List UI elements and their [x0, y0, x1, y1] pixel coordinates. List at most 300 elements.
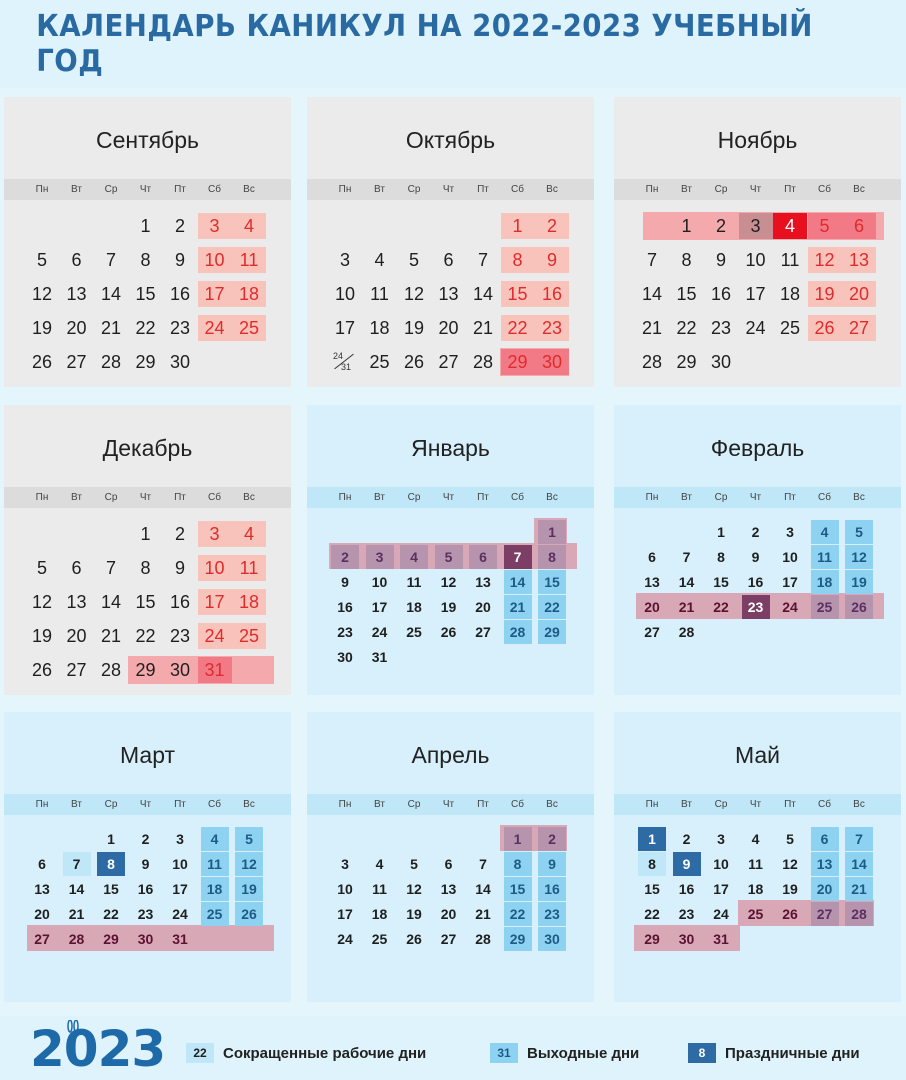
day-cell: 19	[845, 570, 873, 594]
day-cell: 3	[366, 545, 394, 569]
weekday-label: Чт	[139, 492, 152, 503]
day-cell: 6	[443, 250, 454, 270]
weekday-label: Пн	[35, 799, 49, 810]
day-cell: 4	[374, 250, 385, 270]
month-name: Май	[734, 742, 781, 768]
day-cell: 11	[748, 856, 763, 872]
weekday-label: Сб	[511, 492, 524, 503]
day-cell: 5	[435, 545, 463, 569]
day-cell: 31	[198, 657, 232, 683]
day-cell: 23	[678, 906, 695, 922]
day-cell: 24	[745, 318, 766, 338]
day-cell: 6	[38, 856, 46, 872]
weekday-label: Пт	[477, 799, 489, 810]
weekday-label: Вс	[853, 799, 865, 810]
day-cell: 7	[477, 250, 488, 270]
day-cell: 21	[678, 599, 695, 615]
weekday-label: Пт	[784, 799, 796, 810]
day-cell: 24	[198, 315, 232, 341]
month-name: Декабрь	[102, 435, 193, 461]
day-cell: 5	[410, 856, 418, 872]
day-cell: 18	[232, 281, 266, 307]
day-cell: 20	[440, 906, 457, 922]
weekday-label: Вт	[71, 799, 82, 810]
day-cell: 22	[538, 595, 566, 619]
day-cell: 2	[174, 524, 185, 544]
weekday-label: Ср	[407, 492, 421, 503]
day-cell: 25	[811, 595, 839, 619]
weekday-label: Ср	[407, 799, 421, 810]
day-cell: 26	[440, 624, 457, 640]
weekday-label: Ср	[714, 492, 728, 503]
combined-day-cell	[328, 349, 362, 375]
day-cell: 6	[444, 856, 453, 872]
day-cell: 9	[174, 558, 185, 578]
weekday-label: Ср	[714, 799, 728, 810]
day-cell: 24	[371, 624, 388, 640]
day-cell: 24	[782, 599, 798, 615]
day-cell: 18	[371, 906, 388, 922]
day-cell: 26	[782, 906, 798, 922]
weekday-label: Вс	[853, 184, 865, 195]
day-cell: 16	[169, 284, 191, 304]
day-cell: 17	[745, 284, 766, 304]
day-cell: 8	[504, 852, 532, 876]
day-cell: 12	[235, 852, 263, 876]
day-cell: 13	[644, 574, 660, 590]
day-cell: 14	[641, 284, 663, 304]
day-cell: 6	[842, 213, 876, 239]
day-cell: 20	[644, 599, 660, 615]
weekday-label: Пн	[645, 799, 659, 810]
day-cell: 18	[232, 589, 266, 615]
day-cell: 29	[644, 931, 660, 947]
day-cell: 30	[678, 931, 695, 947]
weekday-label: Вт	[681, 184, 692, 195]
weekday-label: Чт	[442, 184, 455, 195]
weekday-label: Сб	[818, 799, 831, 810]
day-cell: 7	[682, 549, 691, 565]
day-cell: 4	[811, 520, 839, 544]
month-name: Февраль	[710, 435, 805, 461]
day-cell: 10	[337, 881, 353, 897]
day-cell: 28	[641, 352, 663, 372]
day-cell: 26	[31, 660, 53, 680]
day-cell: 13	[66, 592, 87, 612]
weekday-label: Вс	[546, 492, 558, 503]
weekday-label: Пн	[645, 184, 659, 195]
day-cell: 3	[339, 250, 350, 270]
legend-label: Праздничные дни	[725, 1044, 860, 1062]
day-cell: 2	[538, 827, 566, 851]
day-cell: 31	[172, 931, 188, 947]
day-cell: 12	[782, 856, 798, 872]
day-cell: 12	[808, 247, 842, 273]
day-cell: 9	[673, 852, 701, 876]
weekday-label: Чт	[442, 799, 455, 810]
day-cell: 1	[717, 524, 725, 540]
month-name: Октябрь	[405, 127, 496, 153]
day-cell: 16	[538, 877, 566, 901]
day-cell: 26	[31, 352, 53, 372]
day-cell: 26	[808, 315, 842, 341]
day-cell: 20	[475, 599, 491, 615]
day-cell: 22	[504, 902, 532, 926]
weekday-label: Пн	[35, 492, 49, 503]
day-cell: 10	[198, 555, 232, 581]
day-cell: 1	[681, 216, 692, 236]
day-cell: 16	[678, 881, 695, 897]
weekday-label: Чт	[749, 184, 762, 195]
day-cell: 19	[235, 877, 263, 901]
weekday-label: Ср	[104, 492, 118, 503]
day-cell: 24	[198, 623, 232, 649]
weekday-label: Вт	[374, 799, 385, 810]
weekday-label: Пт	[174, 184, 186, 195]
day-cell: 9	[715, 250, 726, 270]
day-cell: 21	[475, 906, 491, 922]
weekday-label: Ср	[714, 184, 728, 195]
day-cell: 27	[66, 352, 87, 372]
weekday-label: Ср	[104, 799, 118, 810]
legend-holidays	[688, 1042, 860, 1064]
day-cell: 21	[472, 318, 494, 338]
day-cell: 5	[808, 213, 842, 239]
day-cell: 25	[779, 318, 801, 338]
day-cell: 14	[475, 881, 491, 897]
day-cell: 12	[440, 574, 457, 590]
month-panel	[614, 97, 901, 387]
weekday-label: Вс	[853, 492, 865, 503]
day-cell: 17	[337, 906, 353, 922]
day-cell: 21	[100, 318, 122, 338]
weekday-label: Сб	[511, 799, 524, 810]
day-cell: 29	[501, 349, 535, 375]
weekday-label: Чт	[749, 799, 762, 810]
day-cell: 14	[472, 284, 494, 304]
day-cell: 9	[174, 250, 185, 270]
day-cell: 4	[751, 831, 760, 847]
day-cell: 6	[469, 545, 497, 569]
day-cell: 14	[100, 592, 122, 612]
day-cell: 28	[100, 352, 122, 372]
weekday-label: Сб	[208, 184, 221, 195]
weekday-label: Вт	[71, 492, 82, 503]
weekday-header	[4, 794, 291, 815]
day-cell: 7	[479, 856, 487, 872]
day-cell: 29	[538, 620, 566, 644]
day-cell: 1	[638, 827, 666, 851]
day-cell: 29	[135, 352, 156, 372]
day-cell: 17	[198, 281, 232, 307]
day-cell: 4	[375, 856, 384, 872]
day-cell: 10	[745, 250, 766, 270]
day-cell: 25	[406, 624, 422, 640]
day-cell: 20	[811, 877, 839, 901]
day-cell: 16	[337, 599, 353, 615]
day-cell: 25	[369, 352, 390, 372]
day-cell: 14	[68, 881, 85, 897]
month-name: Январь	[411, 435, 490, 461]
day-cell: 6	[811, 827, 839, 851]
day-cell: 9	[751, 549, 760, 565]
day-cell: 10	[334, 284, 356, 304]
weekday-label: Вт	[681, 492, 692, 503]
weekday-label: Пн	[35, 184, 49, 195]
page-title: КАЛЕНДАРЬ КАНИКУЛ НА 2022-2023 УЧЕБНЫЙ ГОД	[36, 9, 813, 79]
day-cell: 31	[371, 649, 388, 665]
day-cell: 28	[504, 620, 532, 644]
day-cell: 25	[747, 906, 764, 922]
day-cell: 23	[137, 906, 154, 922]
day-cell: 15	[644, 881, 660, 897]
day-cell: 13	[811, 852, 839, 876]
weekday-label: Вт	[374, 492, 385, 503]
day-cell: 5	[786, 831, 794, 847]
day-cell: 4	[232, 213, 266, 239]
month-name: Апрель	[411, 742, 490, 768]
day-cell: 5	[36, 558, 47, 578]
footer	[0, 1016, 906, 1080]
day-cell: 3	[786, 524, 794, 540]
day-cell: 15	[501, 281, 535, 307]
day-cell: 12	[31, 284, 53, 304]
day-cell: 27	[438, 352, 459, 372]
day-cell: 2	[331, 545, 359, 569]
legend-label: Сокращенные рабочие дни	[223, 1044, 427, 1062]
day-cell: 7	[105, 250, 116, 270]
day-cell: 25	[232, 315, 266, 341]
day-cell: 2	[141, 831, 150, 847]
day-cell: 24	[713, 906, 729, 922]
day-cell: 30	[535, 349, 569, 375]
day-cell: 11	[406, 574, 422, 590]
day-cell: 20	[66, 318, 87, 338]
day-cell: 8	[538, 545, 566, 569]
weekday-label: Вт	[374, 184, 385, 195]
day-cell: 30	[169, 352, 191, 372]
day-cell: 13	[842, 247, 876, 273]
weekday-header	[614, 487, 901, 508]
day-cell: 16	[137, 881, 154, 897]
day-cell: 3	[198, 213, 232, 239]
day-cell: 26	[235, 902, 263, 926]
day-cell: 8	[140, 250, 151, 270]
day-cell: 29	[135, 660, 156, 680]
day-cell: 12	[403, 284, 425, 304]
day-cell: 7	[105, 558, 116, 578]
day-cell: 22	[501, 315, 535, 341]
month-panel	[4, 97, 291, 387]
weekday-header	[307, 794, 594, 815]
day-cell: 11	[370, 284, 389, 304]
day-cell: 24	[172, 906, 188, 922]
legend-swatch: 31	[490, 1043, 518, 1063]
day-cell: 17	[713, 881, 729, 897]
day-cell: 5	[36, 250, 47, 270]
day-number: 24	[333, 351, 344, 361]
weekday-label: Пн	[338, 184, 352, 195]
weekday-label: Пт	[174, 799, 186, 810]
day-cell: 1	[501, 213, 535, 239]
day-cell: 20	[66, 626, 87, 646]
day-cell: 8	[140, 558, 151, 578]
weekday-header	[614, 179, 901, 200]
day-cell: 2	[682, 831, 691, 847]
day-cell: 8	[501, 247, 535, 273]
day-cell: 26	[406, 931, 422, 947]
day-cell: 10	[713, 856, 729, 872]
day-cell: 29	[103, 931, 119, 947]
day-cell: 1	[504, 827, 532, 851]
day-cell: 7	[646, 250, 657, 270]
day-cell: 21	[641, 318, 663, 338]
day-cell: 19	[403, 318, 425, 338]
day-cell: 30	[337, 649, 353, 665]
weekday-label: Чт	[442, 492, 455, 503]
bunny-ears-icon	[66, 1020, 80, 1036]
day-cell: 27	[440, 931, 457, 947]
day-cell: 17	[371, 599, 388, 615]
month-panel	[4, 712, 291, 1002]
legend-swatch: 22	[186, 1043, 214, 1063]
day-cell: 18	[406, 599, 422, 615]
day-cell: 9	[141, 856, 150, 872]
day-cell: 23	[337, 624, 353, 640]
day-cell: 10	[172, 856, 188, 872]
day-cell: 1	[140, 524, 151, 544]
weekday-label: Ср	[407, 184, 421, 195]
day-cell: 3	[176, 831, 184, 847]
weekday-label: Пн	[338, 492, 352, 503]
legend-swatch: 8	[688, 1043, 716, 1063]
day-cell: 27	[34, 931, 50, 947]
weekday-label: Пт	[477, 492, 489, 503]
day-cell: 19	[31, 318, 53, 338]
day-cell: 12	[31, 592, 53, 612]
month-name: Ноябрь	[717, 127, 798, 153]
day-cell: 16	[535, 281, 569, 307]
day-cell: 31	[713, 931, 729, 947]
day-cell: 27	[644, 624, 660, 640]
day-cell: 18	[779, 284, 801, 304]
day-cell: 5	[408, 250, 419, 270]
day-cell: 30	[538, 927, 566, 951]
day-cell: 15	[538, 570, 566, 594]
day-cell: 17	[334, 318, 356, 338]
day-cell: 20	[438, 318, 459, 338]
month-panel	[614, 712, 901, 1002]
month-panel	[4, 405, 291, 695]
day-cell: 3	[717, 831, 725, 847]
day-cell: 22	[713, 599, 729, 615]
day-cell: 11	[811, 545, 839, 569]
weekday-label: Пт	[784, 184, 796, 195]
weekday-label: Вс	[546, 184, 558, 195]
day-cell: 13	[475, 574, 491, 590]
day-cell: 7	[63, 852, 91, 876]
day-cell: 23	[538, 902, 566, 926]
day-cell: 18	[369, 318, 390, 338]
weekday-label: Сб	[511, 184, 524, 195]
day-cell: 19	[782, 881, 798, 897]
day-cell: 30	[137, 931, 154, 947]
day-cell: 24	[337, 931, 353, 947]
weekday-label: Вс	[243, 184, 255, 195]
day-cell: 21	[845, 877, 873, 901]
day-cell: 12	[406, 881, 422, 897]
day-cell: 29	[504, 927, 532, 951]
month-panel	[614, 405, 901, 695]
day-cell: 22	[644, 906, 660, 922]
day-cell: 23	[742, 595, 770, 619]
month-name: Сентябрь	[95, 127, 200, 153]
day-cell: 15	[504, 877, 532, 901]
day-cell: 8	[717, 549, 725, 565]
day-cell: 23	[710, 318, 732, 338]
day-cell: 2	[751, 524, 760, 540]
day-cell: 16	[710, 284, 732, 304]
day-cell: 4	[773, 213, 807, 239]
day-cell: 4	[400, 545, 428, 569]
day-cell: 11	[232, 555, 266, 581]
day-cell: 13	[440, 881, 457, 897]
day-cell: 8	[638, 852, 666, 876]
day-cell: 9	[341, 574, 349, 590]
month-panel	[307, 97, 594, 387]
day-cell: 18	[747, 881, 764, 897]
day-cell: 27	[811, 902, 839, 926]
day-cell: 1	[538, 520, 566, 544]
header	[0, 0, 906, 88]
day-cell: 30	[169, 660, 191, 680]
weekday-label: Ср	[104, 184, 118, 195]
day-cell: 17	[172, 881, 188, 897]
month-name: Март	[119, 742, 176, 768]
weekday-label: Вс	[546, 799, 558, 810]
day-cell: 13	[66, 284, 87, 304]
day-cell: 15	[135, 592, 156, 612]
weekday-label: Чт	[139, 184, 152, 195]
day-cell: 8	[681, 250, 692, 270]
weekday-label: Вт	[681, 799, 692, 810]
day-cell: 27	[842, 315, 876, 341]
day-cell: 23	[169, 318, 191, 338]
weekday-label: Чт	[139, 799, 152, 810]
day-cell: 16	[747, 574, 764, 590]
weekday-label: Вт	[71, 184, 82, 195]
day-cell: 26	[403, 352, 425, 372]
weekday-label: Сб	[208, 492, 221, 503]
weekday-label: Вс	[243, 492, 255, 503]
day-cell: 1	[107, 831, 115, 847]
day-cell: 9	[535, 247, 569, 273]
day-cell: 25	[371, 931, 388, 947]
day-cell: 1	[140, 216, 151, 236]
weekday-label: Пт	[784, 492, 796, 503]
day-cell: 16	[169, 592, 191, 612]
weekday-label: Пт	[477, 184, 489, 195]
day-cell: 11	[780, 250, 800, 270]
day-cell: 6	[648, 549, 656, 565]
day-cell: 30	[710, 352, 732, 372]
day-cell: 8	[97, 852, 125, 876]
day-cell: 25	[201, 902, 229, 926]
weekday-header	[614, 794, 901, 815]
weekday-label: Сб	[818, 492, 831, 503]
day-cell: 27	[475, 624, 491, 640]
day-cell: 3	[341, 856, 349, 872]
